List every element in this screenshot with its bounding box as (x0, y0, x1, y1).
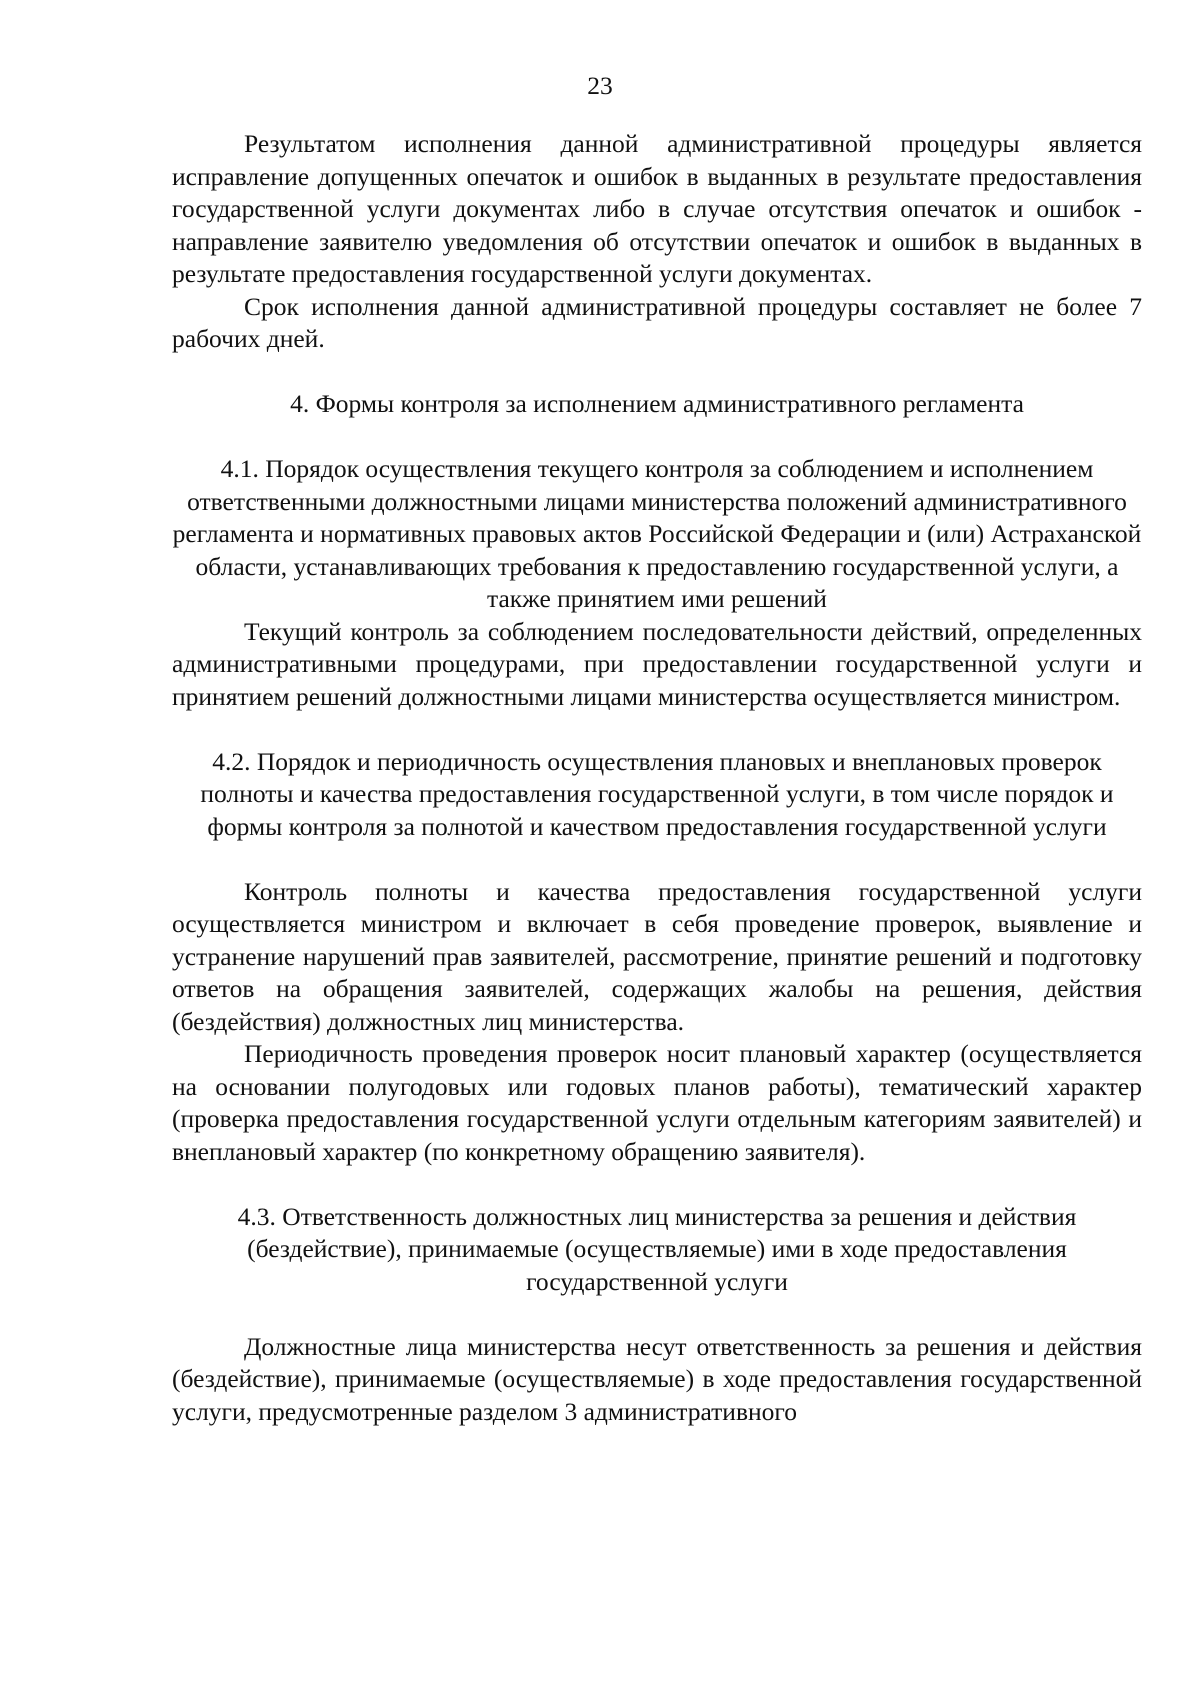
subsection-4-3-heading: 4.3. Ответственность должностных лиц министерства за решения и действия (бездействие), принимаемые (осуществляемые) ими в ходе предоставления государственной услуги (237, 1201, 1077, 1296)
paragraph-deadline: Срок исполнения данной административной процедуры составляет не более 7 рабочих дней. (172, 291, 1142, 353)
spacer (172, 1298, 1142, 1331)
spacer (172, 421, 1142, 454)
document-body (172, 128, 1142, 1428)
subsection-4-1-heading: 4.1. Порядок осуществления текущего контроля за соблюдением и исполнением ответственными должностными лицами министерства положений административного регламента и нормативных правовых актов Российской Федерации и (или) Астраханской области, устанавливающих требования к предоставлению государственной услуги, а также принятием ими решений (172, 454, 1142, 613)
section-4-heading: 4. Формы контроля за исполнением административного регламента (290, 389, 1024, 418)
paragraph-current-control: Текущий контроль за соблюдением последовательности действий, определенных административными процедурами, при предоставлении государственной услуги и принятием решений должностными лицами министерства осуществляется министром. (172, 616, 1142, 711)
paragraph-responsibility: Должностные лица министерства несут ответственность за решения и действия (бездействие), принимаемые (осуществляемые) в ходе предоставления государственной услуги, предусмотренные разделом 3 административного (172, 1331, 1142, 1426)
spacer (172, 356, 1142, 389)
paragraph-periodicity: Периодичность проведения проверок носит плановый характер (осуществляется на основании полугодовых или годовых планов работы), тематический характер (проверка предоставления государственной услуги отдельным категориям заявителей) и внеплановый характер (по конкретному обращению заявителя). (172, 1039, 1142, 1166)
spacer (172, 1168, 1142, 1201)
paragraph-quality-control: Контроль полноты и качества предоставления государственной услуги осуществляется министром и включает в себя проведение проверок, выявление и устранение нарушений прав заявителей, рассмотрение, принятие решений и подготовку ответов на обращения заявителей, содержащих жалобы на решения, действия (бездействия) должностных лиц министерства. (172, 876, 1142, 1036)
paragraph-result: Результатом исполнения данной административной процедуры является исправление допущенных опечаток и ошибок в выданных в результате предоставления государственной услуги документах либо в случае отсутствия опечаток и ошибок - направление заявителю уведомления об отсутствии опечаток и ошибок в выданных в результате предоставления государственной услуги документах. (172, 129, 1142, 288)
subsection-4-2-heading: 4.2. Порядок и периодичность осуществления плановых и внеплановых проверок полноты и качества предоставления государственной услуги, в том числе порядок и формы контроля за полнотой и качеством предоставления государственной услуги (200, 746, 1114, 841)
spacer (172, 843, 1142, 876)
spacer (172, 713, 1142, 746)
page-number: 23 (587, 71, 613, 100)
